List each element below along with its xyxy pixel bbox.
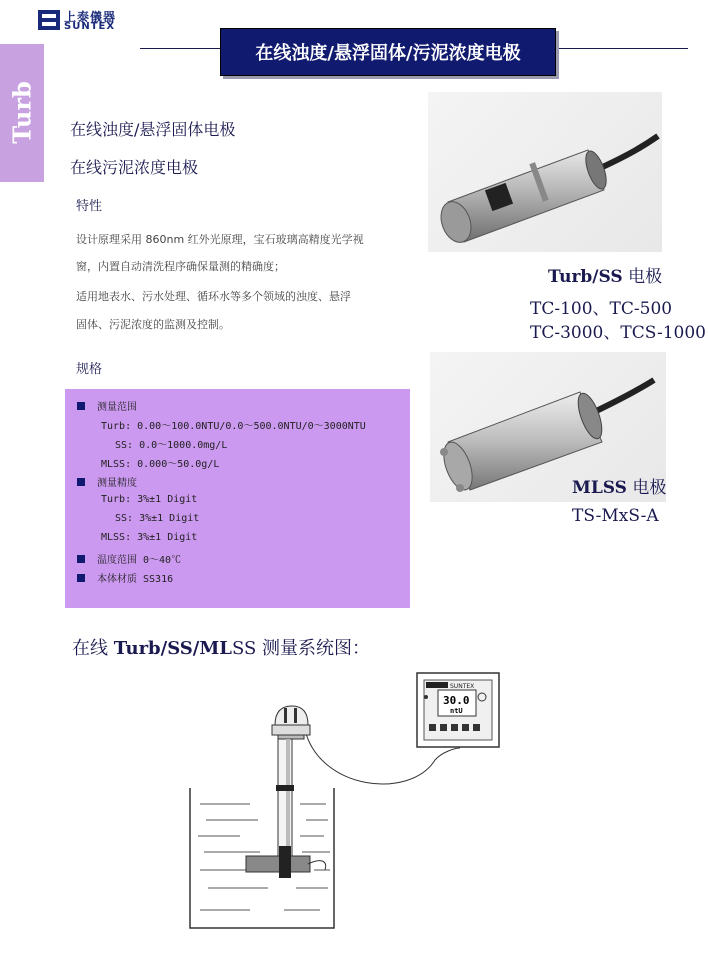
logo-chinese-text: 上泰儀器 [64, 10, 117, 24]
logo-english-text: SUNTEX [64, 21, 116, 32]
feature-line: 窗，内置自动清洗程序确保量测的精确度； [76, 260, 285, 273]
product-label-turb-ss: Turb/SS 电极 [548, 267, 663, 287]
feature-line: 固体、污泥浓度的监测及控制。 [76, 318, 230, 331]
features-title: 特性 [76, 199, 103, 214]
submerged-electrode [246, 846, 326, 878]
product-models-turb-ss-1: TC-100、TC-500 [530, 299, 673, 319]
bullet-icon [77, 555, 85, 563]
specs-title: 规格 [76, 362, 103, 377]
side-tab [0, 44, 44, 182]
controller-meter [417, 673, 499, 747]
spec-range-label: 测量范围 [77, 398, 137, 413]
logo-mark-icon [38, 10, 60, 30]
bullet-icon [77, 574, 85, 582]
turb-ss-electrode-photo [428, 92, 662, 252]
spec-accuracy-mlss: MLSS: 3%±1 Digit [101, 532, 198, 543]
bullet-icon [77, 478, 85, 486]
bullet-icon [77, 402, 85, 410]
spec-accuracy-label: 测量精度 [77, 474, 137, 489]
spec-accuracy-ss: SS: 3%±1 Digit [115, 513, 200, 524]
spec-range-ss: SS: 0.0～1000.0mg/L [115, 440, 228, 451]
measurement-system-diagram [180, 670, 520, 940]
side-tab-label: Turb [7, 81, 37, 144]
heading-sludge-electrode: 在线污泥浓度电极 [70, 158, 199, 177]
meter-brand: SUNTEX [450, 683, 475, 690]
product-label-mlss: MLSS 电极 [572, 478, 667, 498]
product-models-mlss: TS-MxS-A [572, 506, 659, 526]
spec-accuracy-turb: Turb: 3%±1 Digit [101, 494, 198, 505]
feature-line: 设计原理采用 860nm 红外光原理，宝石玻璃高精度光学视 [76, 233, 364, 246]
page-title: 在线浊度/悬浮固体/污泥浓度电极 [220, 28, 556, 76]
heading-turbidity-electrode: 在线浊度/悬浮固体电极 [70, 120, 236, 139]
meter-unit: ntU [450, 707, 463, 715]
suntex-logo [38, 10, 138, 32]
spec-material: 本体材质 SS316 [77, 570, 173, 585]
spec-temperature: 温度范围 0～40℃ [77, 551, 181, 566]
spec-range-turb: Turb: 0.00～100.0NTU/0.0～500.0NTU/0～3000NTU [101, 421, 366, 432]
feature-line: 适用地表水、污水处理、循环水等多个领域的浊度、悬浮 [76, 290, 351, 303]
spec-range-mlss: MLSS: 0.000～50.0g/L [101, 459, 220, 470]
meter-reading: 30.0 [443, 694, 470, 707]
specifications-box [65, 389, 410, 608]
electrode-head [272, 706, 310, 739]
product-models-turb-ss-2: TC-3000、TCS-1000 [530, 323, 706, 343]
system-diagram-title: 在线 Turb/SS/MLSS 测量系统图： [72, 638, 371, 659]
